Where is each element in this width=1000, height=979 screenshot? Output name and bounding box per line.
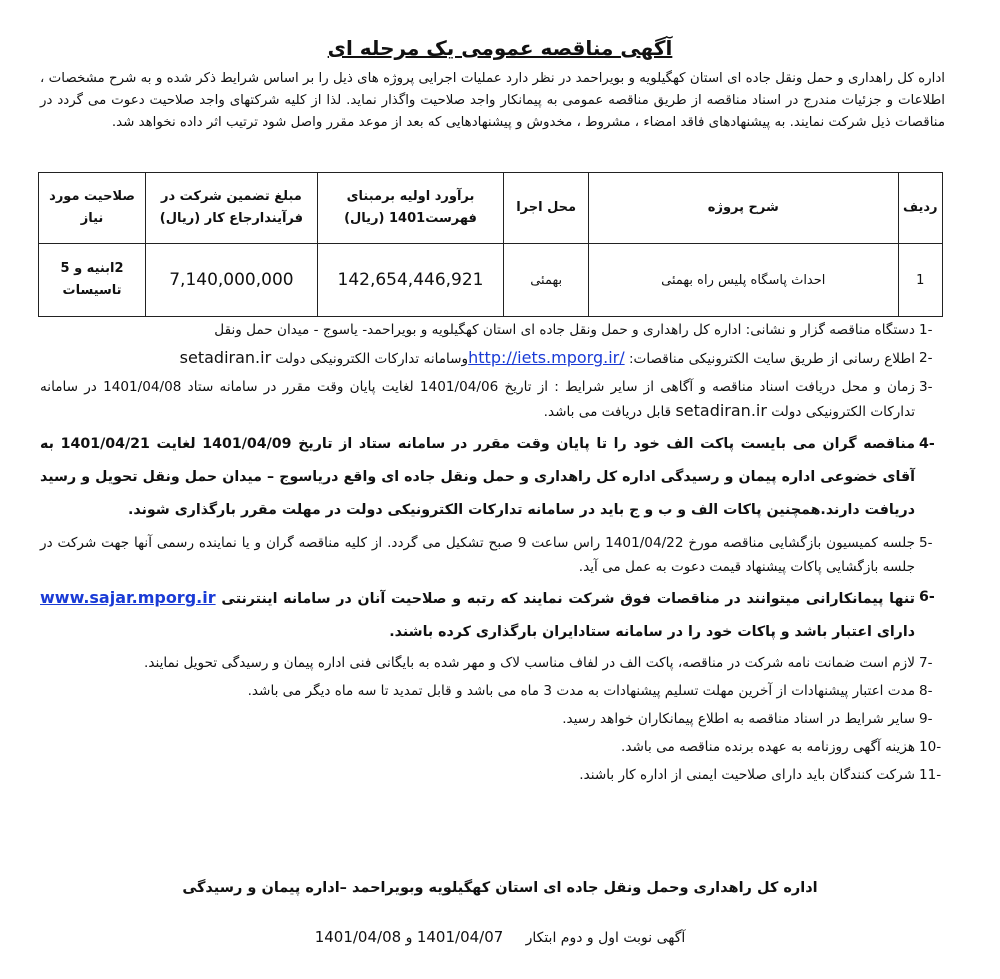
item-number: 10-	[919, 739, 942, 755]
list-item	[40, 763, 942, 787]
tender-table	[38, 172, 943, 317]
publication-date-first: 1401/04/07	[416, 928, 504, 946]
header-location: محل اجرا	[504, 173, 589, 244]
issuing-organization: اداره کل راهداری وحمل ونقل جاده ای استان کهگیلویه وبویراحمد –اداره پیمان و رسیدگی	[182, 880, 818, 896]
item-text: زمان و محل دریافت اسناد مناقصه و آگاهی از سایر شرایط : از تاریخ 1401/04/06 لغایت پایان وقت مقرر در سامانه ستاد 1401/04/08 در سامانه تدارکات الکترونیکی دولت	[40, 379, 915, 420]
item-text: هزینه آگهی روزنامه به عهده برنده مناقصه می باشد.	[621, 739, 915, 755]
item-text: وسامانه تدارکات الکترونیکی دولت	[271, 351, 469, 367]
item-number: 3-	[919, 379, 933, 395]
item-text: اطلاع رسانی از طریق سایت الکترونیکی مناقصات:	[624, 351, 915, 367]
intro-paragraph: اداره کل راهداری و حمل ونقل جاده ای استان کهگیلویه و بویراحمد در نظر دارد عملیات اجرایی پروژه های ذیل را بر اساس شرایط ذکر شده و به شرح مشخصات ، اطلاعات و جزئیات مندرج در اسناد مناقصه از طریق مناقصه عمومی به پیمانکار واجد صلاحیت واگذار نماید. لذا از کلیه شرکتهای واجد صلاحیت دعوت می گردد در مناقصات ذیل شرکت نمایند. به پیشنهادهای فاقد امضاء ، مشروط ، مخدوش و پیشنهادهایی که بعد از موعد مقرر واصل شود ترتیب اثر داده نخواهد شد.	[40, 71, 945, 130]
list-item	[40, 428, 935, 527]
list-item	[40, 318, 933, 342]
item-text: لازم است ضمانت نامه شرکت در مناقصه، پاکت الف در لفاف مناسب لاک و مهر شده به بایگانی فنی اداره پیمان و رسیدگی تحویل نمایند.	[144, 655, 915, 671]
header-guarantee: مبلغ تضمین شرکت در فرآیندارجاع کار (ریال)	[146, 173, 318, 244]
publication-date-second: 1401/04/08	[314, 928, 402, 946]
cell-estimate: 142,654,446,921	[317, 244, 504, 317]
setadiran-text: setadiran.ir	[675, 401, 767, 420]
list-item	[40, 375, 933, 424]
item-text: جلسه کمیسیون بازگشایی مناقصه مورخ 1401/04/22 راس ساعت 9 صبح تشکیل می گردد. از کلیه مناقصه گران و یا نماینده رسمی آنها جهت شرکت در جلسه بازگشایی پاکات پیشنهاد قیمت دعوت به عمل می آید.	[40, 535, 915, 575]
publication-dates	[0, 928, 1000, 946]
list-item	[40, 651, 933, 675]
table-row	[39, 244, 943, 317]
list-item	[40, 346, 933, 371]
header-description: شرح پروژه	[589, 173, 898, 244]
table-header-row	[39, 173, 943, 244]
publication-label: آگهی نوبت اول و دوم ابتکار	[525, 930, 686, 946]
sajar-link[interactable]: www.sajar.mporg.ir	[40, 588, 216, 607]
page-title: آگهی مناقصه عمومی یک مرحله ای	[327, 36, 673, 60]
item-number: 1-	[919, 322, 933, 338]
cell-row-number: 1	[898, 244, 943, 317]
header-row-number: ردیف	[898, 173, 943, 244]
cell-guarantee: 7,140,000,000	[146, 244, 318, 317]
item-number: 8-	[919, 683, 933, 699]
item-text: دستگاه مناقصه گزار و نشانی: اداره کل راهداری و حمل ونقل جاده ای استان کهگیلویه و بویراحمد- یاسوج - میدان حمل ونقل	[214, 322, 915, 338]
item-text: مدت اعتبار پیشنهادات از آخرین مهلت تسلیم پیشنهادات به مدت 3 ماه می باشد و قابل تمدید تا سه ماه دیگر می باشد.	[247, 683, 915, 699]
item-text: سایر شرایط در اسناد مناقصه به اطلاع پیمانکاران خواهد رسید.	[562, 711, 915, 727]
item-text: قابل دریافت می باشد.	[543, 404, 676, 420]
conditions-list	[40, 318, 942, 787]
setadiran-text: setadiran.ir	[179, 348, 272, 367]
list-item	[40, 581, 935, 649]
item-number: 9-	[919, 711, 933, 727]
item-number: 5-	[919, 535, 933, 551]
item-number: 6-	[919, 589, 935, 605]
list-item	[40, 531, 933, 579]
header-estimate: برآورد اولیه برمبنای فهرست1401 (ریال)	[317, 173, 504, 244]
item-text: دارای اعتبار باشد و پاکات خود را در سامانه ستادایران بارگذاری کرده باشند.	[389, 624, 915, 640]
cell-qualification: 2ابنیه و 5 تاسیسات	[39, 244, 146, 317]
date-conjunction: و	[405, 930, 413, 946]
item-number: 11-	[919, 767, 942, 783]
list-item	[40, 707, 933, 731]
item-text: مناقصه گران می بایست پاکت الف خود را تا پایان وقت مقرر در سامانه ستاد از تاریخ 1401/04/09 لغایت 1401/04/21 به آقای خضوعی اداره پیمان و رسیدگی اداره کل راهداری و حمل ونقل جاده ای واقع دریاسوج – میدان حمل ونقل تحویل و رسید دریافت دارند.همچنین پاکات الف و ب و ج باید در سامانه تدارکات الکترونیکی دولت در مهلت مقرر بارگذاری شوند.	[40, 436, 915, 518]
item-number: 7-	[919, 655, 933, 671]
item-text: شرکت کنندگان باید دارای صلاحیت ایمنی از اداره کار باشند.	[579, 767, 915, 783]
list-item	[40, 735, 942, 759]
item-text: تنها پیمانکارانی میتوانند در مناقصات فوق شرکت نمایند که رتبه و صلاحیت آنان در سامانه اینترنتی	[215, 591, 915, 607]
item-number: 4-	[919, 436, 935, 452]
cell-description: احداث پاسگاه پلیس راه بهمئی	[589, 244, 898, 317]
header-qualification: صلاحیت مورد نیاز	[39, 173, 146, 244]
cell-location: بهمئی	[504, 244, 589, 317]
iets-link[interactable]: http://iets.mporg.ir/	[468, 348, 625, 367]
list-item	[40, 679, 933, 703]
item-number: 2-	[919, 350, 933, 366]
